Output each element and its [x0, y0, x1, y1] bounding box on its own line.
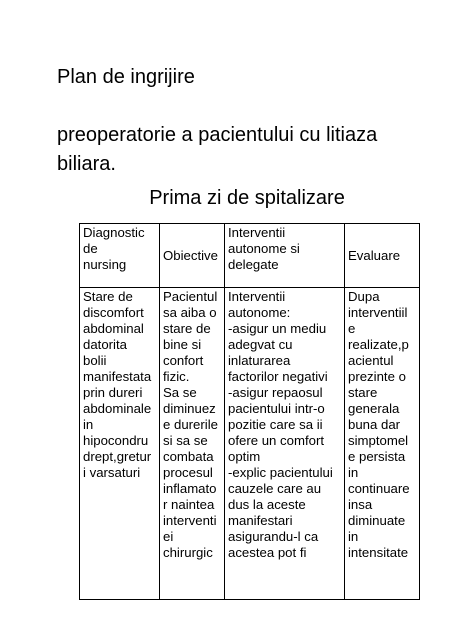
section-heading: Prima zi de spitalizare	[149, 187, 345, 209]
table-row	[80, 288, 420, 600]
cell-objectives	[160, 288, 225, 600]
cell-diagnostic	[80, 288, 160, 600]
header-evaluation	[345, 224, 420, 288]
header-objectives	[160, 224, 225, 288]
cell-interventions-text: Interventii autonome: -asigur un mediu adegvat cu inlaturarea factorilor negativi -asigur repaosul pacientului intr-o pozitie care sa ii ofere un comfort optim -explic pacientului cauzele care au dus la aceste manifestari asigurandu-l ca acestea pot fi	[228, 289, 333, 560]
header-diagnostic-label: Diagnostic de nursing	[83, 225, 145, 272]
document-title: Plan de ingrijire	[57, 66, 195, 88]
care-plan-table	[79, 223, 420, 600]
table-header-row	[80, 224, 420, 288]
header-interventions-label: Interventii autonome si delegate	[228, 225, 300, 272]
cell-diagnostic-text: Stare de discomfort abdominal datorita bolii manifestata prin dureri abdominale in hipocondru drept,gretur i varsaturi	[83, 289, 152, 480]
cell-evaluation	[345, 288, 420, 600]
cell-objectives-text: Pacientul sa aiba o stare de bine si confort fizic. Sa se diminuez e durerile si sa se combata procesul inflamato r naintea interventi ei chirurgic	[163, 289, 218, 560]
cell-interventions	[225, 288, 345, 600]
header-objectives-label: Obiective	[163, 248, 218, 263]
document-subtitle: preoperatorie a pacientului cu litiaza biliara.	[57, 124, 378, 175]
header-diagnostic	[80, 224, 160, 288]
cell-evaluation-text: Dupa interventiil e realizate,p acientul prezinte o stare generala buna dar simptomel e persista in continuare insa diminuate in intensitate	[348, 289, 410, 560]
header-evaluation-label: Evaluare	[348, 248, 401, 263]
header-interventions	[225, 224, 345, 288]
